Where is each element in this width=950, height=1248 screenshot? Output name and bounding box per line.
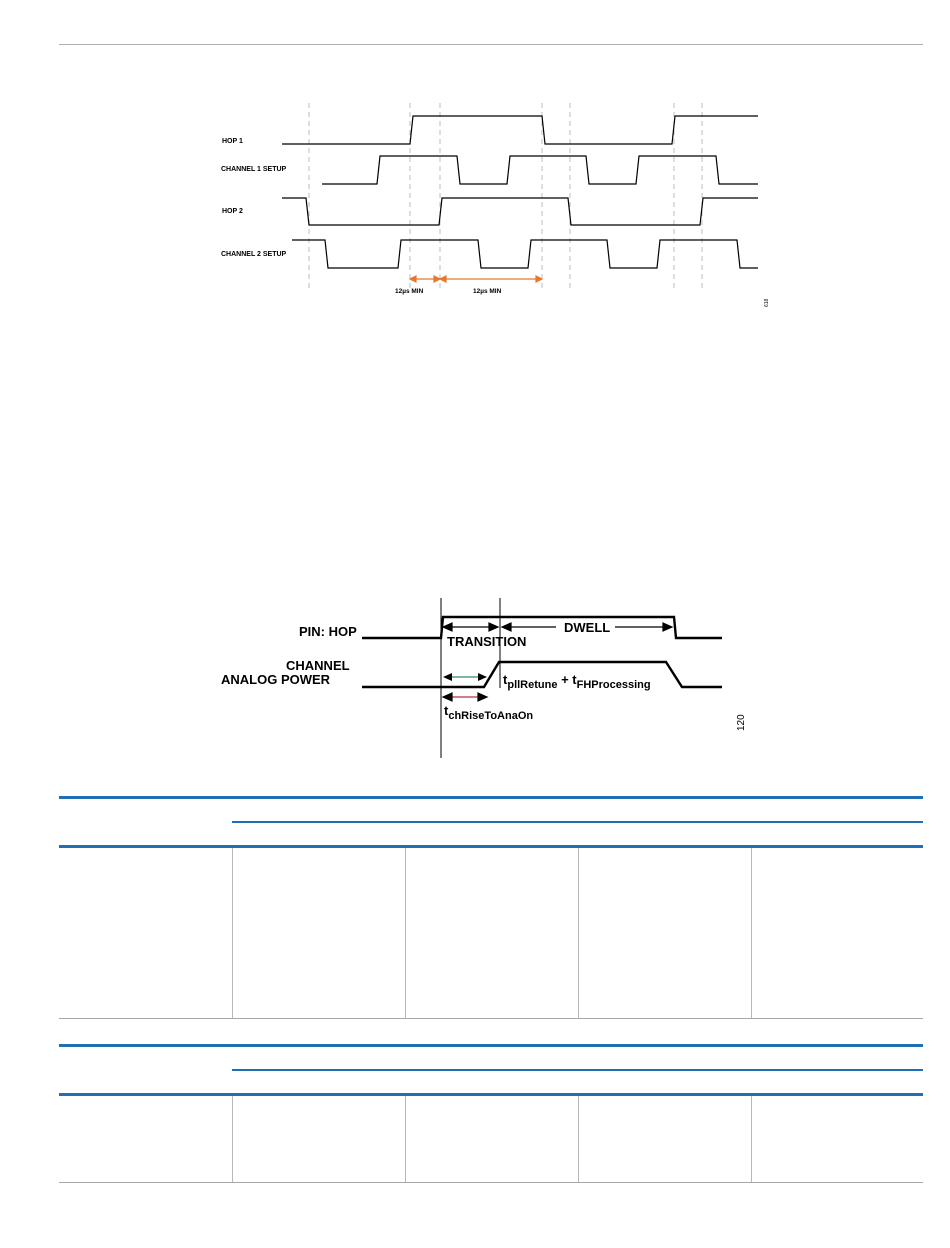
channel-label-line1: CHANNEL — [286, 658, 350, 673]
waveform-hop2 — [282, 198, 758, 225]
transition-arrow — [443, 623, 498, 631]
dwell-label: DWELL — [564, 620, 611, 635]
table-1-group-rule — [232, 821, 923, 823]
figure-2-number: 120 — [736, 714, 747, 731]
table-1-header-rule — [59, 845, 923, 848]
signal-label-hop2: HOP 2 — [222, 208, 243, 215]
table-2-top-rule — [59, 1044, 923, 1047]
table-1-col-divider-4 — [751, 848, 752, 1018]
table-2-header-rule — [59, 1093, 923, 1096]
signal-label-channel2-setup: CHANNEL 2 SETUP — [221, 251, 287, 258]
table-2-col-divider-4 — [751, 1096, 752, 1182]
waveform-pin-hop — [362, 617, 722, 638]
table-1-col-divider-3 — [578, 848, 579, 1018]
figure-1-number: 618 — [764, 298, 770, 307]
dwell-arrow — [502, 623, 672, 631]
t-rise-to-ana-on-label: $t_{chRiseToAnaOn}$ — [444, 703, 534, 722]
waveform-hop1 — [282, 116, 758, 144]
rise-time-arrow — [443, 693, 487, 701]
table-1-col-divider-2 — [405, 848, 406, 1018]
interval-label-2: 12µs MIN — [473, 288, 502, 295]
table-1-top-rule — [59, 796, 923, 799]
table-2-bottom-rule — [59, 1182, 923, 1183]
transition-label: TRANSITION — [447, 634, 527, 649]
table-1-col-divider-1 — [232, 848, 233, 1018]
channel-label-line2: ANALOG POWER — [221, 672, 331, 687]
waveform-channel2-setup — [292, 240, 758, 268]
pin-hop-label: PIN: HOP — [299, 624, 357, 639]
table-2-col-divider-1 — [232, 1096, 233, 1182]
waveform-channel1-setup — [322, 156, 758, 184]
t-pll-retune-label: $t_{pllRetune} + t_{FHProcessing}$ — [503, 672, 651, 691]
table-2-col-divider-3 — [578, 1096, 579, 1182]
min-interval-arrows — [410, 276, 542, 282]
signal-label-hop1: HOP 1 — [222, 138, 243, 145]
timing-guide-lines — [309, 103, 702, 288]
signal-label-channel1-setup: CHANNEL 1 SETUP — [221, 166, 287, 173]
table-2-col-divider-2 — [405, 1096, 406, 1182]
table-2-group-rule — [232, 1069, 923, 1071]
waveform-channel-analog-power — [362, 662, 722, 687]
pll-retune-arrow — [443, 673, 487, 681]
hop-timing-diagram — [0, 0, 950, 330]
interval-label-1: 12µs MIN — [395, 288, 424, 295]
table-1-bottom-rule — [59, 1018, 923, 1019]
